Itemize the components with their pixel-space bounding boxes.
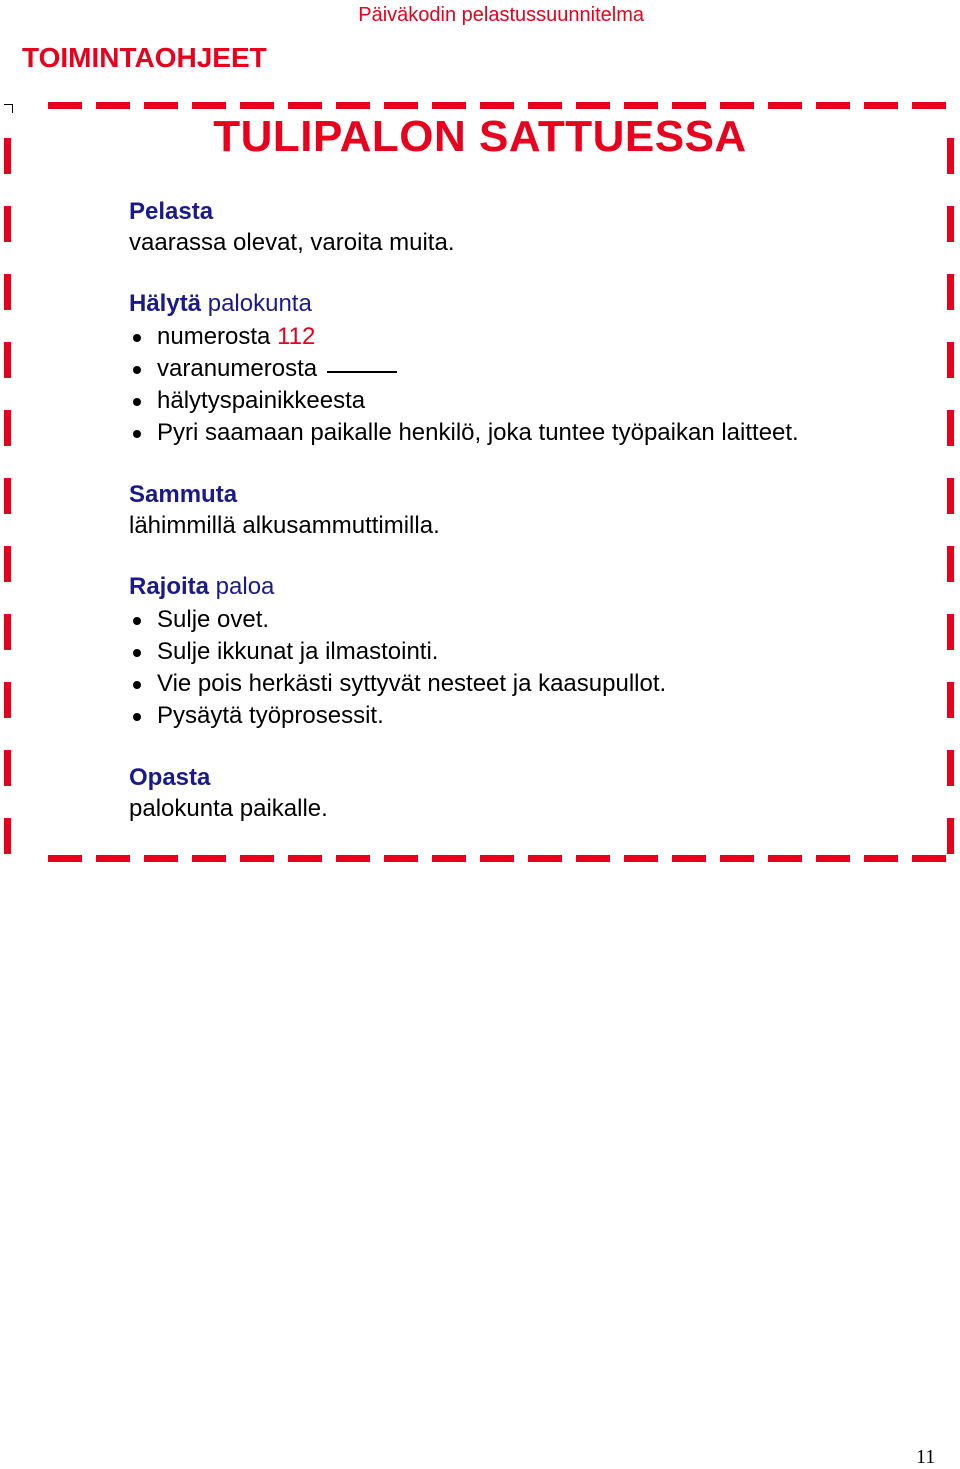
list-item <box>129 417 929 449</box>
list-item <box>129 321 929 353</box>
section-title: TOIMINTAOHJEET <box>22 42 267 73</box>
rajoita-list <box>129 604 929 732</box>
section-heading-sammuta: Sammuta <box>129 481 238 508</box>
painike-label: hälytyspainikkeesta <box>157 387 366 414</box>
heading-rest-rajoita: paloa <box>209 573 275 600</box>
list-item: Pysäytä työprosessit. <box>129 700 929 732</box>
section-sammuta <box>129 479 929 541</box>
list-item: Vie pois herkästi syttyvät nesteet ja kaasupullot. <box>129 668 929 700</box>
section-halyta <box>129 288 929 449</box>
list-item: Sulje ovet. <box>129 604 929 636</box>
list-item: Sulje ikkunat ja ilmastointi. <box>129 636 929 668</box>
emergency-number: 112 <box>277 323 316 350</box>
section-pelasta <box>129 196 929 258</box>
pyri-label: Pyri saamaan paikalle henkilö, joka tuntee työpaikan laitteet. <box>157 419 799 446</box>
section-text-opasta: palokunta paikalle. <box>129 795 328 822</box>
section-opasta <box>129 762 929 824</box>
list-item <box>129 353 929 385</box>
section-heading-pelasta: Pelasta <box>129 198 214 225</box>
blank-fill-line <box>327 371 397 373</box>
dashed-border-right <box>947 138 954 858</box>
section-text-sammuta: lähimmillä alkusammuttimilla. <box>129 512 440 539</box>
page-number: 11 <box>916 1446 936 1468</box>
numero-label: numerosta <box>157 323 278 350</box>
dashed-border-left <box>4 138 11 858</box>
section-rajoita <box>129 571 929 732</box>
main-title: TULIPALON SATTUESSA <box>213 112 747 161</box>
section-heading-opasta: Opasta <box>129 764 211 791</box>
heading-rest-halyta: palokunta <box>201 290 312 317</box>
dashed-border-top <box>48 102 956 109</box>
varanumero-label: varanumerosta <box>157 355 318 382</box>
section-heading-rajoita <box>129 571 929 602</box>
instructions-content <box>129 196 929 824</box>
section-heading-halyta <box>129 288 929 319</box>
list-item <box>129 385 929 417</box>
halyta-list <box>129 321 929 449</box>
document-title: Päiväkodin pelastussuunnitelma <box>358 4 644 26</box>
heading-bold-rajoita: Rajoita <box>129 573 210 600</box>
heading-bold-halyta: Hälytä <box>129 290 202 317</box>
dashed-border-bottom <box>48 855 956 862</box>
section-text-pelasta: vaarassa olevat, varoita muita. <box>129 229 455 256</box>
